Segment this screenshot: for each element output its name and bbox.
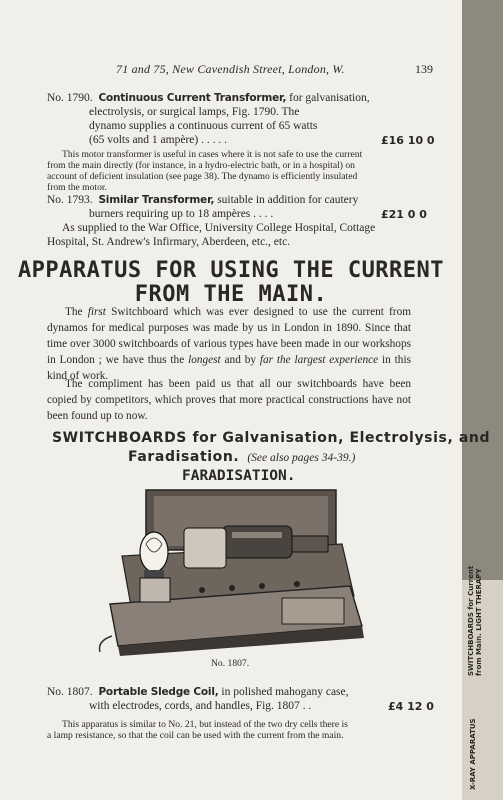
para1-text-a: The — [65, 306, 88, 318]
item-1790-name: Continuous Current Transformer, — [98, 92, 287, 104]
item-1790-number: No. 1790. — [47, 92, 93, 104]
item-1790-note-1: This motor transformer is useful in cases where it is not safe to use the current — [62, 149, 363, 160]
terminal-1 — [199, 587, 205, 593]
primary-coil — [222, 526, 292, 558]
section-title-line-1: APPARATUS FOR USING THE CURRENT — [17, 258, 445, 283]
thumb-tab-xray[interactable]: X-RAY APPARATUS — [469, 718, 477, 790]
see-also-note: (See also pages 34-39.) — [247, 452, 356, 464]
item-1807-desc-2: with electrodes, cords, and handles, Fig. 1807 . . — [89, 700, 312, 712]
item-1793-desc-1: suitable in addition for cautery — [214, 194, 359, 206]
item-1793-note-2: Hospital, St. Andrew's Infirmary, Aberdeen, etc., etc. — [47, 236, 291, 248]
terminal-4 — [294, 581, 300, 587]
item-1790-price: £16 10 0 — [381, 134, 435, 147]
item-1807-note-2: a lamp resistance, so that the coil can be used with the current from the main. — [47, 730, 344, 741]
terminal-2 — [229, 585, 235, 591]
primary-coil-highlight — [232, 532, 282, 538]
item-1793-name: Similar Transformer, — [98, 194, 215, 206]
thumb-tab-switchboards[interactable] — [467, 566, 483, 676]
para1-longest: longest — [188, 354, 221, 366]
item-1807-number: No. 1807. — [47, 686, 93, 698]
item-1807-desc-1: in polished mahogany case, — [218, 686, 349, 698]
para1-first: first — [87, 306, 106, 318]
item-1807-line-1 — [47, 686, 349, 698]
secondary-coil — [184, 528, 226, 568]
item-1793-note-1: As supplied to the War Office, University College Hospital, Cottage — [62, 222, 376, 234]
para1-text-d: in this kind of work. — [47, 354, 411, 382]
switchboards-heading-2: Faradisation. — [128, 449, 240, 465]
item-1793-desc-2: burners requiring up to 18 ampères . . . . — [89, 208, 274, 220]
item-1790-desc-2: electrolysis, or surgical lamps, Fig. 1790. The — [89, 106, 300, 118]
terminal-3 — [259, 583, 265, 589]
para1-largest: far the largest experience — [259, 354, 379, 366]
faradisation-subheading: FARADISATION. — [182, 468, 296, 484]
item-1807-name: Portable Sledge Coil, — [98, 686, 219, 698]
page-number: 139 — [415, 62, 433, 76]
section-paragraph-1 — [47, 304, 411, 384]
cord — [100, 636, 113, 652]
coil-end-block — [292, 536, 328, 552]
item-1807-price: £4 12 0 — [388, 700, 434, 713]
para1-text-b: Switchboard which was ever designed to use the current from dynamos for medical purposes was made by us in London in 1890. Since that time over 3000 switchboards of various types have been made in our workshops in London ; we have thus the — [47, 306, 412, 366]
lamp-socket — [144, 570, 164, 578]
item-1790-note-4: from the motor. — [47, 182, 107, 193]
item-1807-note-1: This apparatus is similar to No. 21, but instead of the two dry cells there is — [62, 719, 348, 730]
item-1790-note-2: from the main directly (for instance, in a hydro-electric bath, or in a hospital) on — [47, 160, 355, 171]
item-1790-note-3: account of deficient insulation (see page 38). The dynamo is efficiently insulated — [47, 171, 358, 182]
item-1793-price: £21 0 0 — [381, 208, 427, 221]
item-1793-line-1 — [47, 194, 358, 206]
thumb-tab-switchboards-line-1: SWITCHBOARDS for Current — [467, 565, 475, 676]
item-1793-number: No. 1793. — [47, 194, 93, 206]
sledge-coil-illustration — [92, 486, 387, 656]
thumb-tab-switchboards-line-2: from Main. LIGHT THERAPY — [475, 568, 483, 676]
item-1790-desc-1: for galvanisation, — [286, 92, 370, 104]
figure-caption: No. 1807. — [211, 658, 250, 669]
switchboards-heading-2-row — [128, 448, 355, 466]
bottle — [140, 578, 170, 602]
item-1790-desc-4: (65 volts and 1 ampère) . . . . . — [89, 134, 227, 146]
para1-text-c: and by — [220, 354, 260, 366]
switchboards-heading-1: SWITCHBOARDS for Galvanisation, Electrolysis, and — [52, 430, 491, 446]
section-paragraph-2: The compliment has been paid us that all our switchboards have been copied by competitors, which proves that more practical constructions have not been found up to now. — [47, 378, 411, 422]
running-header: 71 and 75, New Cavendish Street, London, W. — [116, 62, 345, 76]
case-drawer — [282, 598, 344, 624]
section-title-line-2: FROM THE MAIN. — [134, 282, 328, 307]
item-1790-desc-3: dynamo supplies a continuous current of 65 watts — [89, 120, 318, 132]
item-1790-line-1 — [47, 92, 370, 104]
